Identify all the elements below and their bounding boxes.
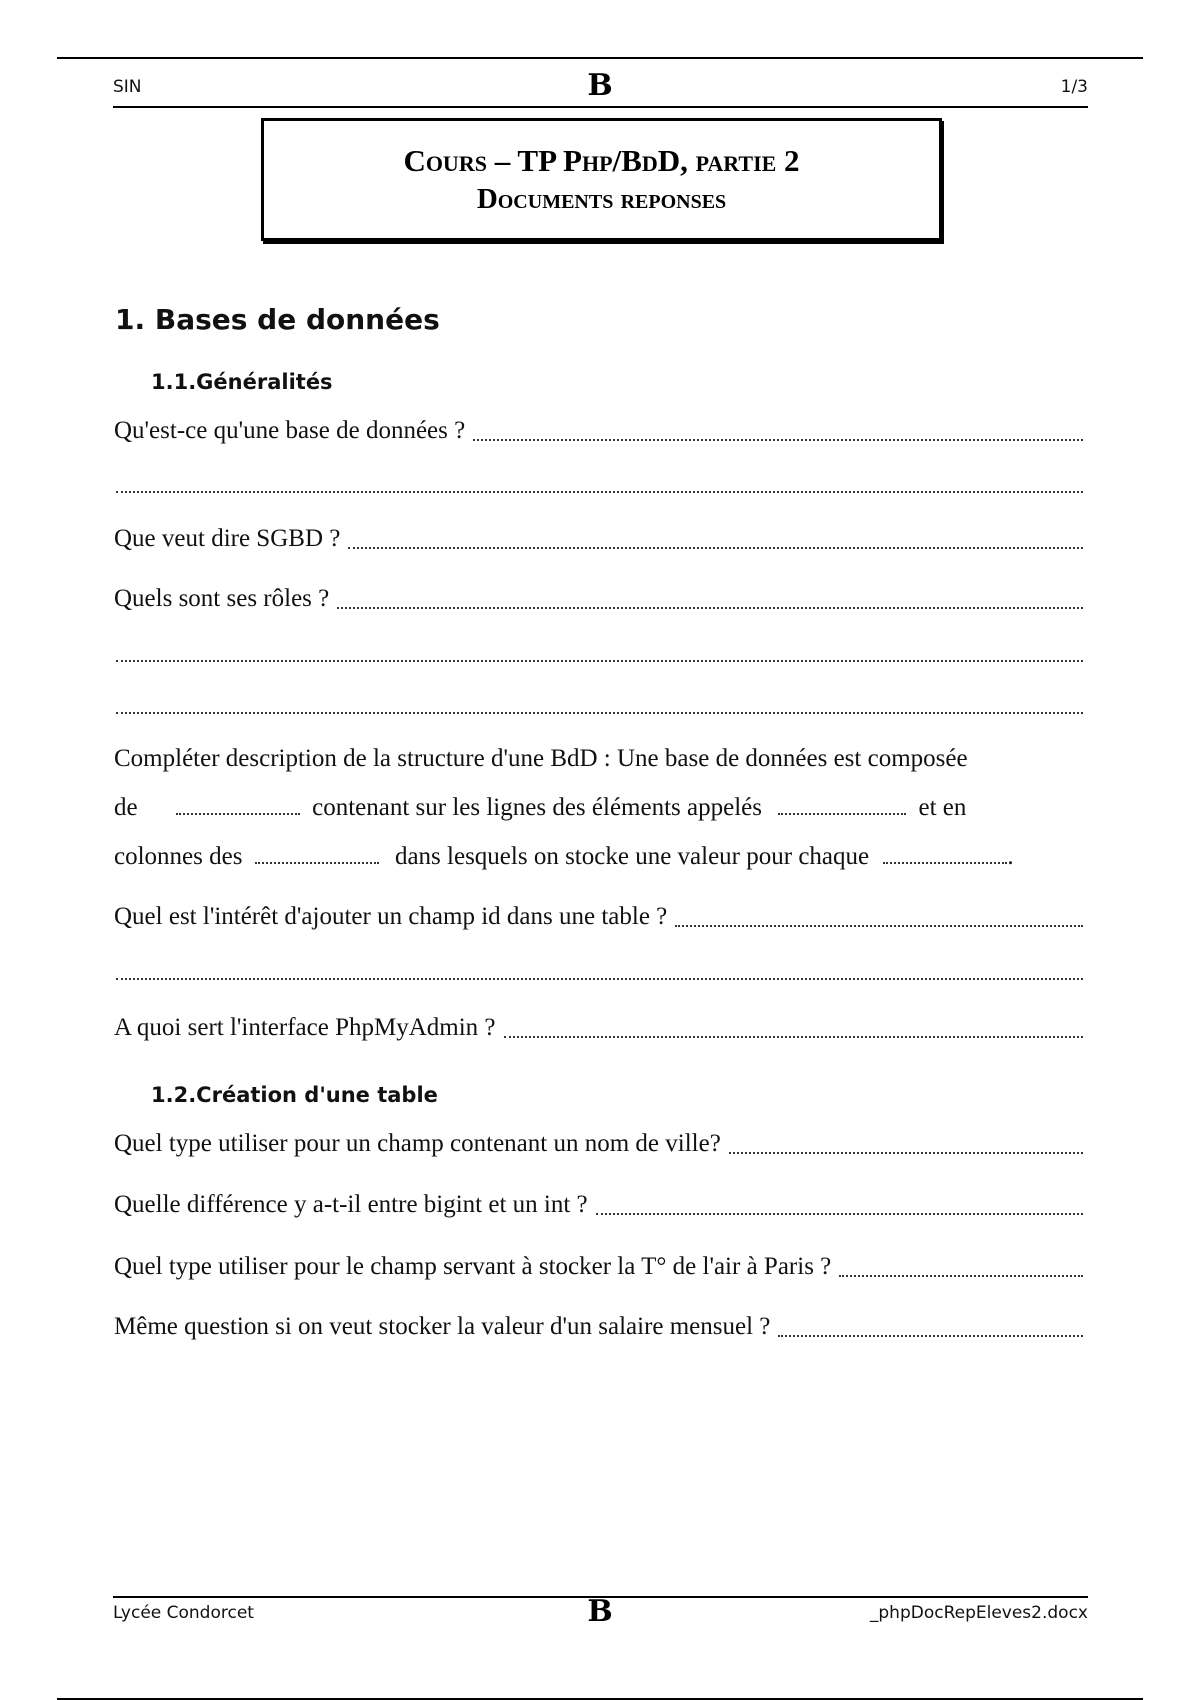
structure-paragraph-line2 (114, 795, 1083, 820)
answer-field[interactable] (473, 439, 1083, 441)
question-text: Même question si on veut stocker la valeur d'un salaire mensuel ? (114, 1313, 771, 1340)
top-border-rule (57, 57, 1143, 59)
question-text: Quel est l'intérêt d'ajouter un champ id dans une table ? (114, 903, 668, 930)
question-text: Quel type utiliser pour le champ servant à stocker la T° de l'air à Paris ? (114, 1253, 832, 1280)
answer-field-continuation[interactable] (116, 660, 1083, 662)
question-roles (114, 586, 1083, 611)
question-phpmyadmin (114, 1015, 1083, 1040)
header-page-number: 1/3 (1060, 77, 1088, 97)
header-subject: SIN (113, 77, 142, 97)
subsection-heading-generalites: 1.1.Généralités (151, 370, 333, 394)
blank-field-fields[interactable] (255, 862, 379, 864)
question-text: Qu'est-ce qu'une base de données ? (114, 417, 466, 444)
answer-field-continuation[interactable] (116, 712, 1083, 714)
answer-field[interactable] (596, 1213, 1083, 1215)
question-id-field (114, 904, 1083, 929)
answer-field[interactable] (778, 1335, 1083, 1337)
structure-paragraph-line3 (114, 844, 1083, 869)
paragraph-text: colonnes des (114, 843, 243, 870)
question-text: Quels sont ses rôles ? (114, 585, 330, 612)
answer-field-continuation[interactable] (116, 978, 1083, 980)
footer-school: Lycée Condorcet (113, 1603, 254, 1623)
question-bigint-int (114, 1192, 1083, 1217)
question-text: A quoi sert l'interface PhpMyAdmin ? (114, 1014, 496, 1041)
question-city-type (114, 1131, 1083, 1156)
blank-field-record[interactable] (883, 862, 1007, 864)
answer-field[interactable] (839, 1275, 1083, 1277)
question-text: Que veut dire SGBD ? (114, 525, 341, 552)
document-title: Cours – TP Php/BdD, partie 2 (403, 143, 800, 178)
footer-logo: B (587, 1594, 613, 1629)
paragraph-text: . (1007, 843, 1014, 870)
blank-field-tables[interactable] (176, 813, 300, 815)
answer-field[interactable] (337, 607, 1083, 609)
blank-field-records[interactable] (778, 813, 906, 815)
paragraph-text: contenant sur les lignes des éléments appelés (312, 794, 762, 821)
document-subtitle: Documents reponses (476, 182, 727, 215)
subsection-heading-creation-table: 1.2.Création d'une table (151, 1083, 438, 1107)
header-logo: B (587, 68, 613, 103)
question-text: Quelle différence y a-t-il entre bigint et un int ? (114, 1191, 588, 1218)
title-box (261, 118, 942, 241)
header-rule (113, 106, 1088, 108)
paragraph-text: de (114, 794, 138, 821)
structure-paragraph-line1: Compléter description de la structure d'une BdD : Une base de données est composée (114, 745, 968, 772)
answer-field[interactable] (348, 547, 1083, 549)
footer-filename: _phpDocRepEleves2.docx (869, 1603, 1088, 1623)
question-salary-type (114, 1314, 1083, 1339)
question-text: Quel type utiliser pour un champ contenant un nom de ville? (114, 1130, 721, 1157)
paragraph-text: et en (918, 794, 967, 821)
section-heading: 1. Bases de données (115, 303, 440, 336)
question-temperature-type (114, 1254, 1083, 1279)
paragraph-text: dans lesquels on stocke une valeur pour chaque (394, 843, 870, 870)
question-sgbd (114, 526, 1083, 551)
answer-field[interactable] (729, 1152, 1083, 1154)
answer-field-continuation[interactable] (116, 491, 1083, 493)
answer-field[interactable] (504, 1036, 1083, 1038)
question-database (114, 418, 1083, 443)
answer-field[interactable] (675, 925, 1083, 927)
